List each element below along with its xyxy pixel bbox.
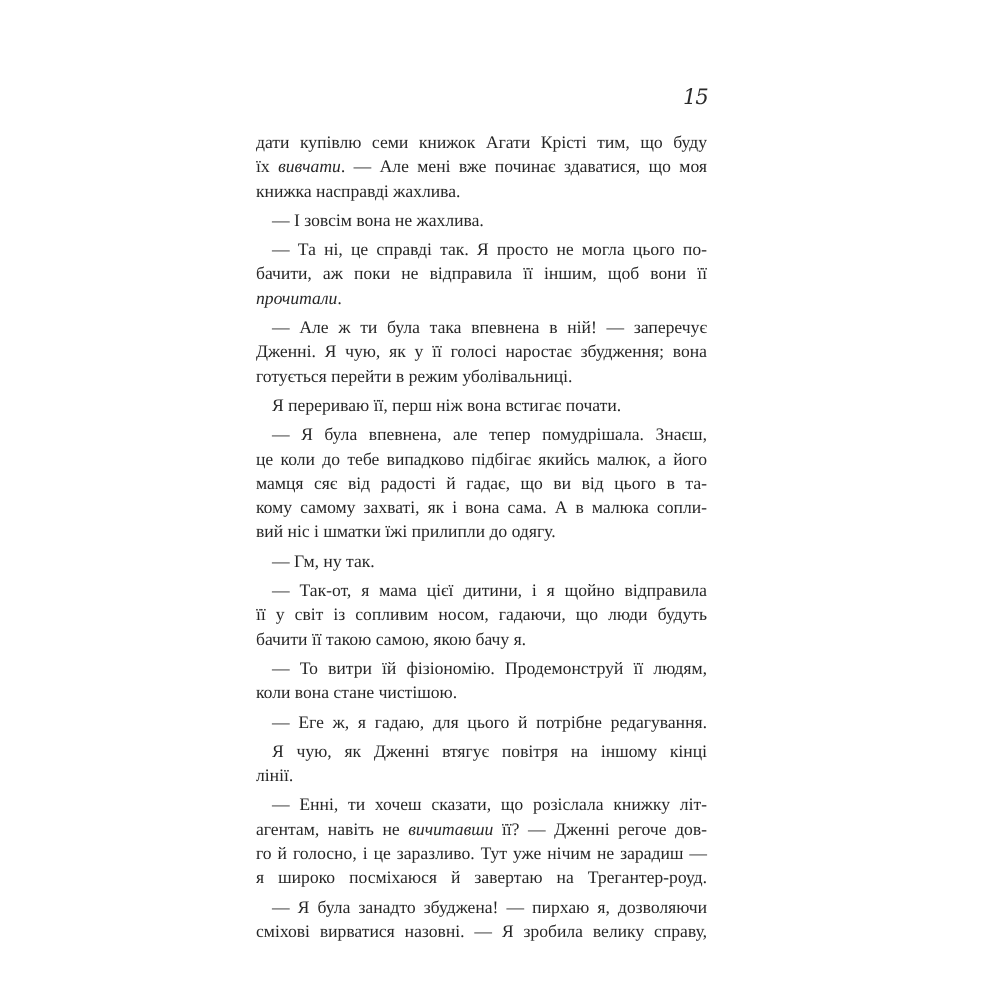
italic-text: вивчати — [278, 156, 341, 177]
paragraph — [256, 130, 707, 203]
text-line — [256, 237, 707, 261]
text-run: мамця сяє від радості й гадає, що ви від цього в та- — [256, 472, 707, 493]
text-run: готується перейти в режим уболівальниці. — [256, 365, 573, 386]
paragraph — [256, 237, 707, 310]
text-run: . — Але мені вже починає здаватися, що моя — [340, 156, 707, 177]
text-line — [256, 447, 707, 471]
italic-text: прочитали — [256, 287, 338, 308]
text-run: — Еге ж, я гадаю, для цього й потрібне редагування. — [272, 711, 707, 732]
text-run: вий ніс і шматки їжі прилипли до одягу. — [256, 521, 556, 542]
text-run: книжка насправді жахлива. — [256, 180, 461, 201]
text-line — [256, 261, 707, 285]
text-line — [256, 710, 707, 734]
text-run: — То витри їй фізіономію. Продемонструй її людям, — [272, 657, 707, 678]
italic-text: вичитавши — [408, 818, 494, 839]
text-line — [256, 627, 707, 651]
text-run: — Гм, ну так. — [272, 550, 375, 571]
text-run: — Енні, ти хочеш сказати, що розіслала книжку літ- — [272, 794, 707, 815]
paragraph — [256, 393, 707, 417]
paragraph — [256, 422, 707, 543]
text-line — [256, 154, 707, 178]
text-run: кому самому захваті, як і вона сама. А в малюка сопли- — [256, 497, 707, 518]
body-text — [256, 130, 707, 943]
paragraph — [256, 739, 707, 788]
text-line — [256, 495, 707, 519]
text-line — [256, 549, 707, 573]
text-line — [256, 919, 707, 943]
text-line — [256, 339, 707, 363]
text-run: я широко посміхаюся й завертаю на Трегантер-роуд. — [256, 867, 707, 888]
text-run: — Та ні, це справді так. Я просто не могла цього по- — [272, 239, 707, 260]
text-run: агентам, навіть не — [256, 818, 409, 839]
text-run: бачити її такою самою, якою бачу я. — [256, 628, 527, 649]
text-line — [256, 680, 707, 704]
text-run: — Так-от, я мама цієї дитини, і я щойно відправила — [272, 580, 707, 601]
paragraph — [256, 208, 707, 232]
paragraph — [256, 792, 707, 889]
text-line — [256, 422, 707, 446]
text-line — [256, 739, 707, 763]
text-run: — І зовсім вона не жахлива. — [272, 209, 484, 230]
paragraph — [256, 578, 707, 651]
text-line — [256, 208, 707, 232]
text-line — [256, 763, 707, 787]
paragraph — [256, 710, 707, 734]
text-run: Дженні. Я чую, як у її голосі наростає збудження; вона — [256, 341, 707, 362]
text-run: Я перериваю її, перш ніж вона встигає почати. — [272, 394, 622, 415]
text-line — [256, 315, 707, 339]
text-run: — Я була впевнена, але тепер помудрішала. Знаєш, — [272, 424, 707, 445]
text-run: це коли до тебе випадково підбігає якийсь малюк, а його — [256, 448, 707, 469]
text-run: — Я була занадто збуджена! — пирхаю я, дозволяючи — [272, 896, 707, 917]
text-line — [256, 656, 707, 680]
text-run: сміхові вирватися назовні. — Я зробила велику справу, — [256, 920, 707, 941]
page-number: 15 — [683, 85, 708, 109]
text-line — [256, 471, 707, 495]
text-line — [256, 817, 707, 841]
text-line — [256, 393, 707, 417]
paragraph — [256, 549, 707, 573]
text-run: го й голосно, і це заразливо. Тут уже нічим не зарадиш — — [256, 843, 707, 864]
text-run: бачити, аж поки не відправила її іншим, щоб вони її — [256, 263, 707, 284]
text-run: Я чую, як Дженні втягує повітря на іншому кінці — [272, 740, 707, 761]
text-line — [256, 286, 707, 310]
paragraph — [256, 895, 707, 944]
text-run: їх — [256, 156, 279, 177]
text-run: дати купівлю семи книжок Агати Крісті тим, що буду — [256, 132, 707, 152]
paragraph — [256, 656, 707, 705]
text-run: лінії. — [256, 765, 294, 786]
text-line — [256, 364, 707, 388]
text-line — [256, 841, 707, 865]
text-line — [256, 179, 707, 203]
text-line — [256, 130, 707, 154]
text-line — [256, 895, 707, 919]
text-run: . — [337, 287, 342, 308]
text-run: — Але ж ти була така впевнена в ній! — заперечує — [272, 317, 707, 338]
text-line — [256, 519, 707, 543]
text-run: коли вона стане чистішою. — [256, 682, 458, 703]
paragraph — [256, 315, 707, 388]
text-line — [256, 865, 707, 889]
text-line — [256, 602, 707, 626]
text-run: її у світ із сопливим носом, гадаючи, що люди будуть — [256, 604, 707, 625]
text-line — [256, 578, 707, 602]
text-line — [256, 792, 707, 816]
text-run: її? — Дженні регоче дов- — [493, 818, 707, 839]
